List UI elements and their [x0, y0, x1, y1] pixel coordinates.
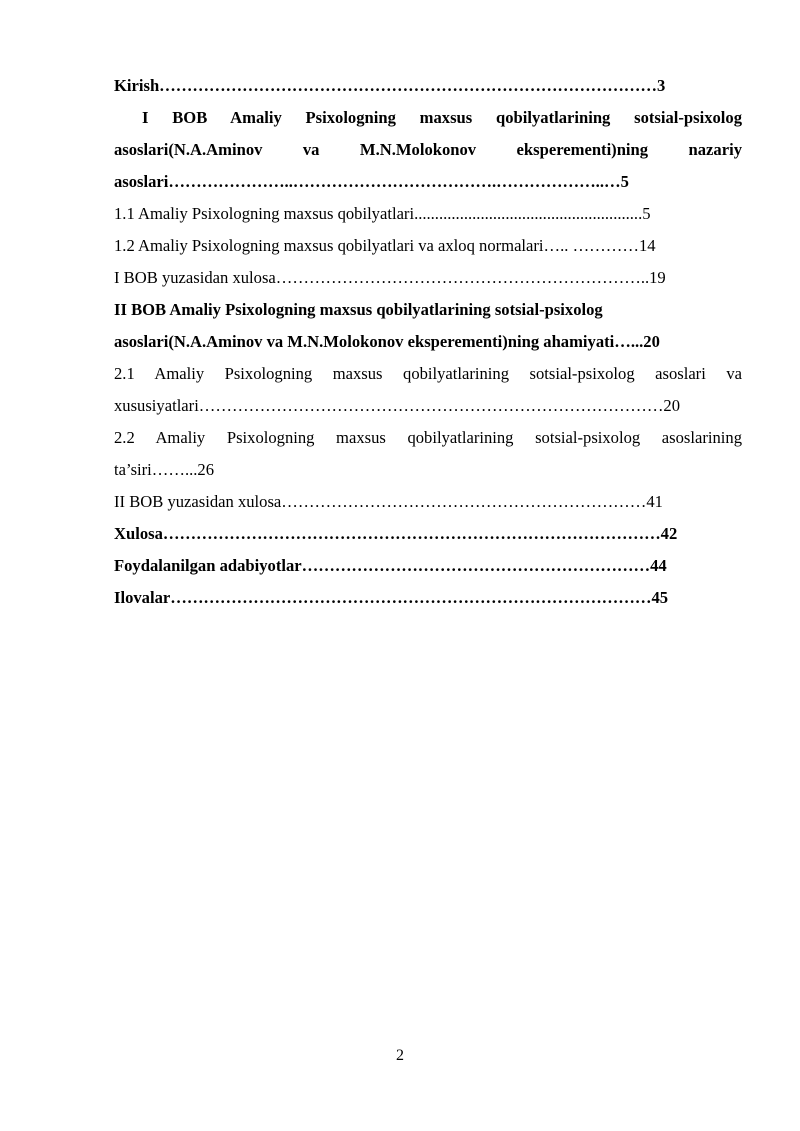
toc-entry-1-2: 1.2 Amaliy Psixologning maxsus qobilyatlari va axloq normalari….. …………14 [114, 236, 656, 255]
toc-entry-2-1-line-2: xususiyatlari…………………………………………………………………………20 [114, 396, 681, 415]
toc-chapter-1-title-line-3: asoslari…………………..……………………………….………………..…5 [114, 172, 629, 191]
toc-entry-2-2-line-2: ta’siri……...26 [114, 460, 215, 479]
toc-entry-kirish: Kirish………………………………………………………………………………3 [114, 76, 666, 95]
toc-chapter-1-title-line-1: I BOB Amaliy Psixologning maxsus qobilyatlarining sotsial-psixolog [142, 108, 742, 127]
table-of-contents [114, 70, 742, 614]
page-number: 2 [396, 1047, 404, 1064]
toc-entry-references: Foydalanilgan adabiyotlar………………………………………………………44 [114, 556, 667, 575]
toc-entry-1-1: 1.1 Amaliy Psixologning maxsus qobilyatlari.......................................................5 [114, 204, 651, 223]
toc-entry-appendices: Ilovalar……………………………………………………………………………45 [114, 588, 669, 607]
toc-entry-xulosa: Xulosa………………………………………………………………………………42 [114, 524, 678, 543]
toc-chapter-2-title-line-2: asoslari(N.A.Aminov va M.N.Molokonov eksperementi)ning ahamiyati…...20 [114, 332, 660, 351]
toc-entry-2-2-line-1: 2.2 Amaliy Psixologning maxsus qobilyatlarining sotsial-psixolog asoslarining [114, 428, 742, 447]
toc-entry-2-1-line-1: 2.1 Amaliy Psixologning maxsus qobilyatlarining sotsial-psixolog asoslari va [114, 364, 742, 383]
toc-chapter-2-title-line-1: II BOB Amaliy Psixologning maxsus qobilyatlarining sotsial-psixolog [114, 300, 603, 319]
toc-chapter-1-title-line-2: asoslari(N.A.Aminov va M.N.Molokonov eksperementi)ning nazariy [114, 140, 742, 159]
toc-entry-chapter-2-summary: II BOB yuzasidan xulosa…………………………………………………………41 [114, 492, 663, 511]
toc-entry-chapter-1-summary: I BOB yuzasidan xulosa…………………………………………………………..19 [114, 268, 666, 287]
